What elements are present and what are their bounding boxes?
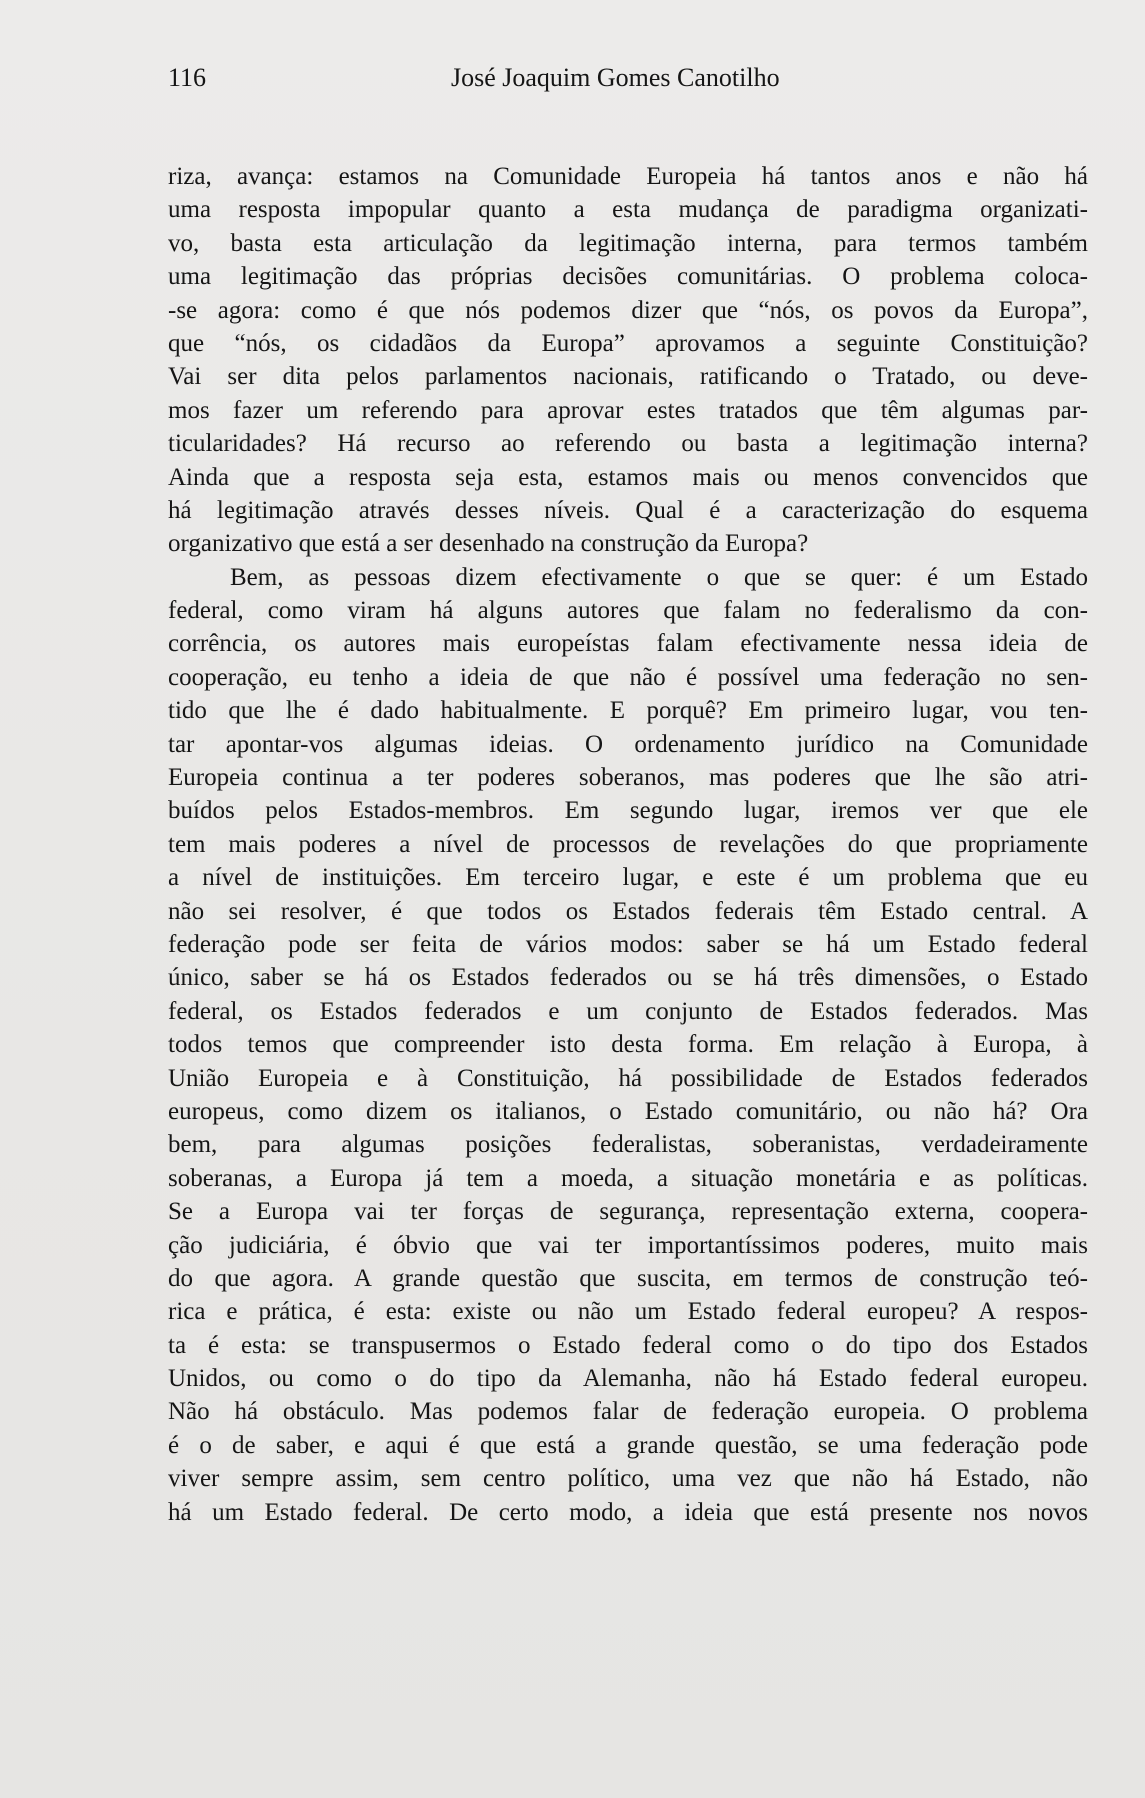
text-line: União Europeia e à Constituição, há possibilidade de Estados federados: [168, 1064, 1088, 1092]
text-line: a nível de instituições. Em terceiro lugar, e este é um problema que eu: [168, 864, 1088, 892]
text-line: não sei resolver, é que todos os Estados federais têm Estado central. A: [168, 897, 1088, 925]
text-line: Bem, as pessoas dizem efectivamente o que se quer: é um Estado: [230, 563, 1088, 591]
text-line: tido que lhe é dado habitualmente. E porquê? Em primeiro lugar, vou ten-: [168, 697, 1088, 725]
text-line: federal, como viram há alguns autores que falam no federalismo da con-: [168, 597, 1088, 625]
text-line: buídos pelos Estados-membros. Em segundo lugar, iremos ver que ele: [168, 797, 1088, 825]
text-line: europeus, como dizem os italianos, o Estado comunitário, ou não há? Ora: [168, 1097, 1088, 1125]
text-line: soberanas, a Europa já tem a moeda, a situação monetária e as políticas.: [168, 1164, 1088, 1192]
text-line: único, saber se há os Estados federados ou se há três dimensões, o Estado: [168, 964, 1088, 992]
text-line: rica e prática, é esta: existe ou não um Estado federal europeu? A respos-: [168, 1298, 1088, 1326]
text-line: tem mais poderes a nível de processos de revelações do que propriamente: [168, 830, 1088, 858]
text-line: uma legitimação das próprias decisões comunitárias. O problema coloca-: [168, 263, 1088, 291]
text-line: que “nós, os cidadãos da Europa” aprovamos a seguinte Constituição?: [168, 329, 1088, 357]
text-line: cooperação, eu tenho a ideia de que não é possível uma federação no sen-: [168, 663, 1088, 691]
text-line: ção judiciária, é óbvio que vai ter importantíssimos poderes, muito mais: [168, 1231, 1088, 1259]
running-title: José Joaquim Gomes Canotilho: [451, 63, 780, 92]
text-line: Vai ser dita pelos parlamentos nacionais, ratificando o Tratado, ou deve-: [168, 363, 1088, 391]
text-line: riza, avança: estamos na Comunidade Europeia há tantos anos e não há: [168, 163, 1088, 190]
text-line: Ainda que a resposta seja esta, estamos mais ou menos convencidos que: [168, 463, 1088, 491]
body-text: [168, 160, 1088, 1529]
text-line: -se agora: como é que nós podemos dizer que “nós, os povos da Europa”,: [168, 296, 1088, 324]
text-line: mos fazer um referendo para aprovar estes tratados que têm algumas par-: [168, 396, 1088, 424]
text-line: Se a Europa vai ter forças de segurança, representação externa, coopera-: [168, 1198, 1088, 1226]
text-line: é o de saber, e aqui é que está a grande questão, se uma federação pode: [168, 1431, 1088, 1459]
text-line: vo, basta esta articulação da legitimação interna, para termos também: [168, 229, 1088, 257]
text-line: corrência, os autores mais europeístas falam efectivamente nessa ideia de: [168, 630, 1088, 658]
text-line: bem, para algumas posições federalistas, soberanistas, verdadeiramente: [168, 1131, 1088, 1159]
running-header: [168, 58, 1048, 98]
text-line: tar apontar-vos algumas ideias. O ordenamento jurídico na Comunidade: [168, 730, 1088, 758]
text-line: federação pode ser feita de vários modos: saber se há um Estado federal: [168, 930, 1088, 958]
text-line: uma resposta impopular quanto a esta mudança de paradigma organizati-: [168, 196, 1088, 224]
text-line: há legitimação através desses níveis. Qual é a caracterização do esquema: [168, 496, 1088, 524]
text-line: todos temos que compreender isto desta forma. Em relação à Europa, à: [168, 1031, 1088, 1059]
paragraph-2: [168, 561, 1088, 1529]
text-line: ticularidades? Há recurso ao referendo ou basta a legitimação interna?: [168, 430, 1088, 458]
text-line: organizativo que está a ser desenhado na construção da Europa?: [168, 530, 809, 558]
page-number: 116: [168, 63, 207, 92]
text-line: viver sempre assim, sem centro político, uma vez que não há Estado, não: [168, 1465, 1088, 1493]
text-line: Europeia continua a ter poderes soberanos, mas poderes que lhe são atri-: [168, 764, 1088, 792]
text-line: há um Estado federal. De certo modo, a ideia que está presente nos novos: [168, 1498, 1088, 1526]
text-line: Não há obstáculo. Mas podemos falar de federação europeia. O problema: [168, 1398, 1088, 1426]
paragraph-1: [168, 160, 1088, 561]
text-line: federal, os Estados federados e um conjunto de Estados federados. Mas: [168, 997, 1088, 1025]
text-line: Unidos, ou como o do tipo da Alemanha, não há Estado federal europeu.: [168, 1365, 1088, 1393]
text-line: ta é esta: se transpusermos o Estado federal como o do tipo dos Estados: [168, 1331, 1088, 1359]
text-line: do que agora. A grande questão que suscita, em termos de construção teó-: [168, 1264, 1088, 1292]
